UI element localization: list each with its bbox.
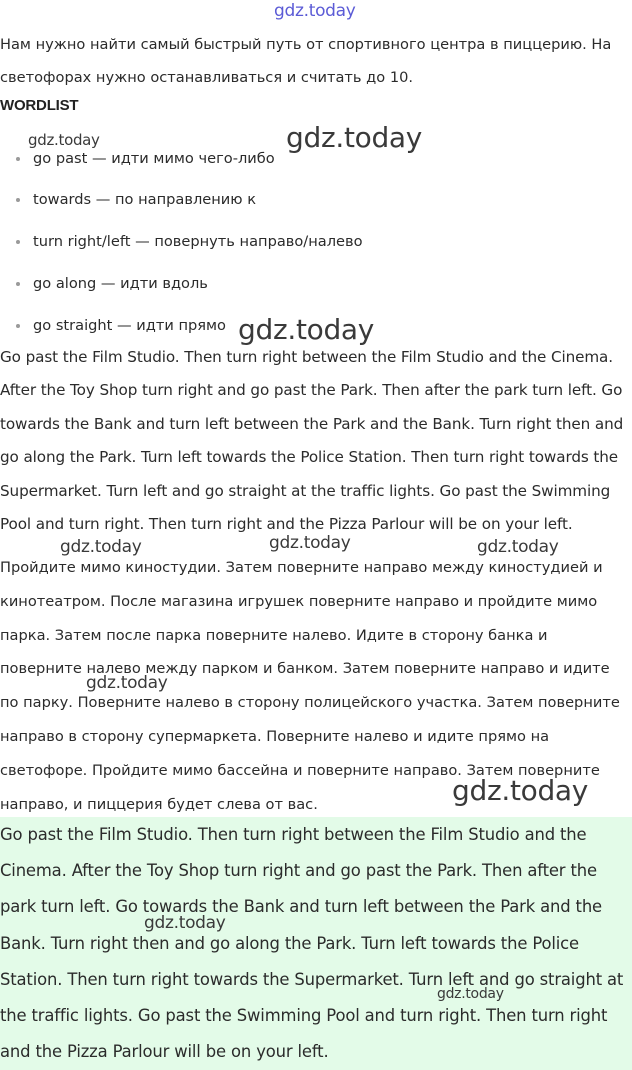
wordlist-item [0,272,208,296]
answer-block [0,817,632,1070]
wordlist-item-text: turn right/left — повернуть направо/налево [33,233,363,250]
watermark: gdz.today [286,121,423,154]
directions-english: Go past the Film Studio. Then turn right between the Film Studio and the Cinema. After the Toy Shop turn right and go past the Park. Then after the park turn left. Go towards the Bank and turn left between the Park and the Bank. Turn right then and go along the Park. Turn left towards the Police Station. Then turn right towards the Supermarket. Turn left and go straight at the traffic lights. Go past the Swimming Pool and turn right. Then turn right and the Pizza Parlour will be on your left. [0,348,624,534]
bullet-icon [16,324,20,328]
watermark: gdz.today [28,131,100,149]
bullet-icon [16,282,20,286]
watermark: gdz.today [60,537,142,557]
bullet-icon [16,240,20,244]
wordlist-item [0,188,256,212]
watermark: gdz.today [437,986,504,1002]
watermark: gdz.today [477,537,559,557]
bullet-icon [16,157,20,161]
wordlist-item-text: go straight — идти прямо [33,317,226,334]
watermark: gdz.today [452,774,589,807]
directions-russian: Пройдите мимо киностудии. Затем поверните направо между киностудией и кинотеатром. После магазина игрушек поверните направо и пройдите мимо парка. Затем после парка поверните налево. Идите в сторону банка и поверните налево между парком и банком. Затем поверните направо и идите по парку. Поверните налево в сторону полицейского участка. Затем поверните направо в сторону супермаркета. Поверните налево и идите прямо на светофоре. Пройдите мимо бассейна и поверните направо. Затем поверните направо, и пиццерия будет слева от вас. [0,559,620,813]
watermark-top: gdz.today [274,1,356,21]
wordlist-heading: WORDLIST [0,97,79,114]
watermark: gdz.today [144,913,226,933]
watermark: gdz.today [269,533,351,553]
wordlist-item [0,147,275,171]
wordlist-item-text: go along — идти вдоль [33,275,208,292]
wordlist-item [0,230,363,254]
answer-text: Go past the Film Studio. Then turn right between the Film Studio and the Cinema. After the Toy Shop turn right and go past the Park. Then after the park turn left. Go towards the Bank and turn left between the Park and the Bank. Turn right then and go along the Park. Turn left towards the Police Station. Then turn right towards the Supermarket. Turn left and go straight at the traffic lights. Go past the Swimming Pool and turn right. Then turn right and the Pizza Parlour will be on your left. [0,825,624,1062]
intro-text: Нам нужно найти самый быстрый путь от спортивного центра в пиццерию. На светофорах нужно останавливаться и считать до 10. [0,36,612,86]
wordlist-item-text: towards — по направлению к [33,191,257,208]
bullet-icon [16,198,20,202]
wordlist-item [0,314,226,338]
wordlist-item-text: go past — идти мимо чего-либо [33,150,275,167]
watermark: gdz.today [238,313,375,346]
watermark: gdz.today [86,673,168,693]
